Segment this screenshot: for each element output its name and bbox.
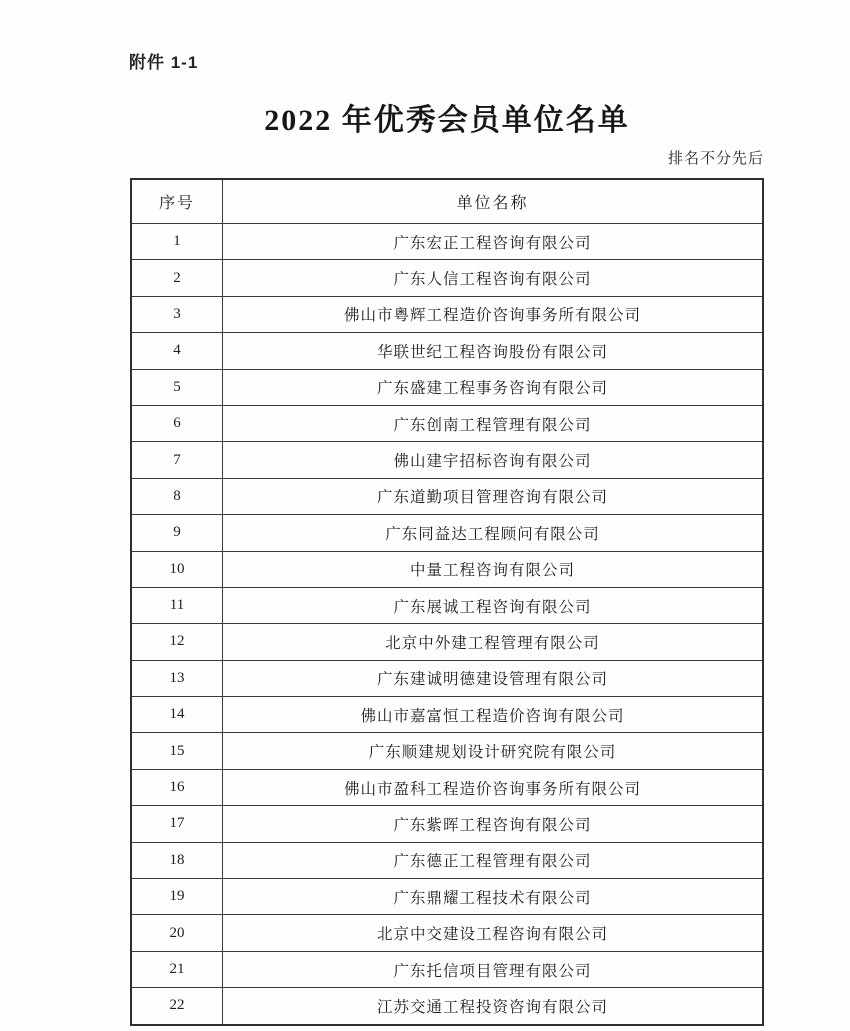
unit-name: 江苏交通工程投资咨询有限公司 (223, 988, 764, 1025)
member-units-table (130, 178, 764, 1026)
row-index: 9 (131, 515, 223, 551)
unit-name: 广东人信工程咨询有限公司 (223, 260, 764, 296)
row-index: 1 (131, 224, 223, 260)
row-index: 8 (131, 478, 223, 514)
row-index: 7 (131, 442, 223, 478)
table-row (131, 478, 763, 514)
row-index: 16 (131, 769, 223, 805)
ranking-note: 排名不分先后 (667, 151, 764, 167)
unit-name: 华联世纪工程咨询股份有限公司 (223, 333, 764, 369)
unit-name: 广东鼎耀工程技术有限公司 (223, 879, 764, 915)
row-index: 4 (131, 333, 223, 369)
table-row (131, 988, 763, 1025)
table-header (131, 179, 763, 224)
unit-name: 广东建诚明德建设管理有限公司 (223, 660, 764, 696)
row-index: 17 (131, 806, 223, 842)
row-index: 22 (131, 988, 223, 1025)
table-row (131, 879, 763, 915)
table-row (131, 333, 763, 369)
unit-name: 广东宏正工程咨询有限公司 (223, 224, 764, 260)
table-row (131, 224, 763, 260)
table-row (131, 587, 763, 623)
unit-name: 广东道勤项目管理咨询有限公司 (223, 478, 764, 514)
row-index: 3 (131, 296, 223, 332)
table-body (131, 224, 763, 1025)
table-row (131, 733, 763, 769)
row-index: 2 (131, 260, 223, 296)
table-row (131, 951, 763, 987)
row-index: 11 (131, 587, 223, 623)
row-index: 18 (131, 842, 223, 878)
unit-name: 广东紫晖工程咨询有限公司 (223, 806, 764, 842)
unit-name: 佛山市盈科工程造价咨询事务所有限公司 (223, 769, 764, 805)
row-index: 12 (131, 624, 223, 660)
row-index: 6 (131, 405, 223, 441)
header-row (131, 179, 763, 224)
row-index: 5 (131, 369, 223, 405)
table-row (131, 515, 763, 551)
table-row (131, 624, 763, 660)
attachment-label: 附件 1-1 (129, 53, 199, 72)
unit-name: 佛山市粤辉工程造价咨询事务所有限公司 (223, 296, 764, 332)
unit-name: 广东德正工程管理有限公司 (223, 842, 764, 878)
row-index: 10 (131, 551, 223, 587)
table-row (131, 915, 763, 951)
unit-name: 北京中交建设工程咨询有限公司 (223, 915, 764, 951)
unit-name: 广东展诚工程咨询有限公司 (223, 587, 764, 623)
unit-name: 广东同益达工程顾问有限公司 (223, 515, 764, 551)
table-row (131, 296, 763, 332)
table-row (131, 551, 763, 587)
unit-name: 佛山市嘉富恒工程造价咨询有限公司 (223, 697, 764, 733)
col-header-index: 序号 (131, 179, 223, 224)
table-row (131, 442, 763, 478)
row-index: 15 (131, 733, 223, 769)
table-row (131, 769, 763, 805)
unit-name: 中量工程咨询有限公司 (223, 551, 764, 587)
table-row (131, 405, 763, 441)
unit-name: 广东托信项目管理有限公司 (223, 951, 764, 987)
table-row (131, 806, 763, 842)
unit-name: 北京中外建工程管理有限公司 (223, 624, 764, 660)
unit-name: 广东创南工程管理有限公司 (223, 405, 764, 441)
table-row (131, 260, 763, 296)
row-index: 21 (131, 951, 223, 987)
unit-name: 佛山建宇招标咨询有限公司 (223, 442, 764, 478)
table-row (131, 697, 763, 733)
table-row (131, 660, 763, 696)
col-header-unit-name: 单位名称 (223, 179, 764, 224)
table-row (131, 369, 763, 405)
row-index: 14 (131, 697, 223, 733)
unit-name: 广东盛建工程事务咨询有限公司 (223, 369, 764, 405)
row-index: 19 (131, 879, 223, 915)
unit-name: 广东顺建规划设计研究院有限公司 (223, 733, 764, 769)
page-title: 2022 年优秀会员单位名单 (264, 104, 630, 137)
row-index: 13 (131, 660, 223, 696)
row-index: 20 (131, 915, 223, 951)
table-row (131, 842, 763, 878)
